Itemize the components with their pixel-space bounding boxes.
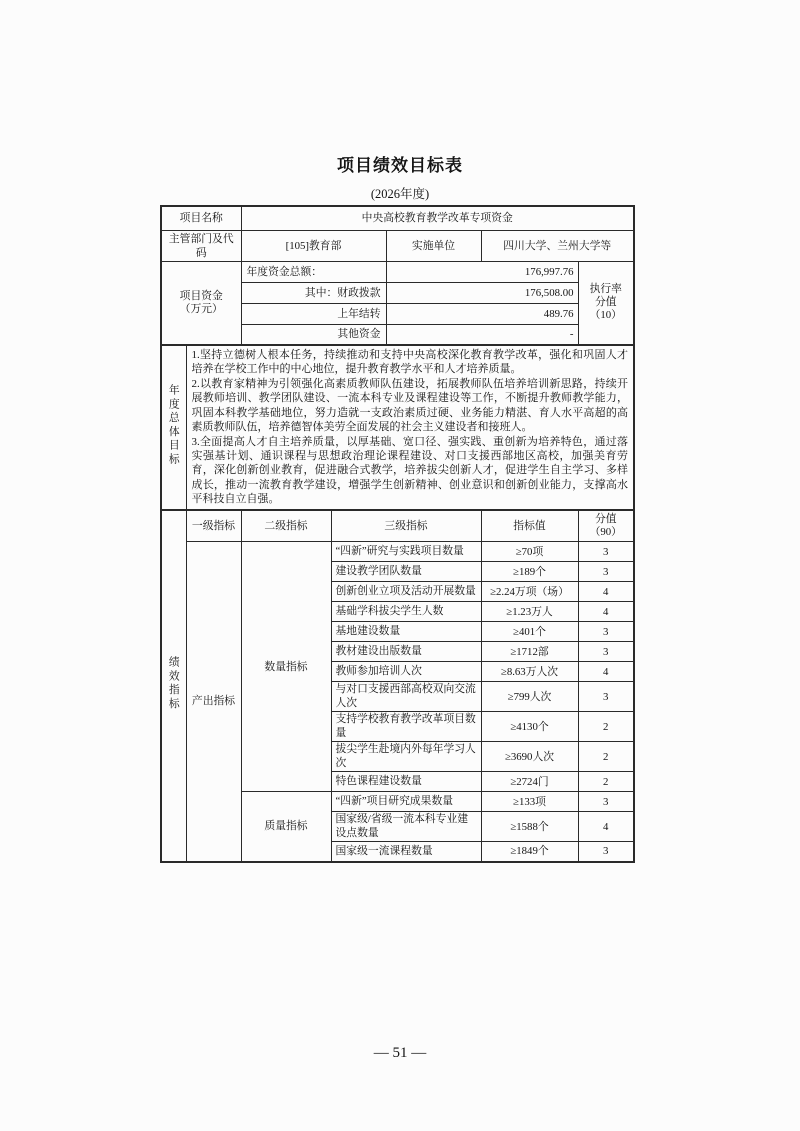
performance-target-table xyxy=(160,205,635,863)
header-level1: 一级指标 xyxy=(186,510,241,542)
indicator-target: ≥3690人次 xyxy=(481,742,578,772)
indicator-target: ≥401个 xyxy=(481,622,578,642)
table-row xyxy=(161,345,634,509)
indicator-name: “四新”研究与实践项目数量 xyxy=(331,542,481,562)
indicator-header-row xyxy=(161,510,634,542)
funds-total-label: 年度资金总额： xyxy=(241,261,386,282)
performance-indicator-label xyxy=(161,510,186,862)
annual-goal-label-text: 年度总体目标 xyxy=(167,383,180,467)
indicator-score: 3 xyxy=(578,792,634,812)
indicator-target: ≥2724门 xyxy=(481,772,578,792)
funds-label xyxy=(161,261,241,345)
indicator-target: ≥1849个 xyxy=(481,842,578,862)
indicator-score: 3 xyxy=(578,642,634,662)
page-title: 项目绩效目标表 xyxy=(337,156,463,176)
indicator-score: 3 xyxy=(578,842,634,862)
funds-carryover-label: 上年结转 xyxy=(241,303,386,324)
indicator-target: ≥1.23万人 xyxy=(481,602,578,622)
project-name-label: 项目名称 xyxy=(161,206,241,230)
indicator-name: 教师参加培训人次 xyxy=(331,662,481,682)
funds-fiscal-value: 176,508.00 xyxy=(386,282,578,303)
table-row xyxy=(161,230,634,261)
indicator-name: 国家级一流课程数量 xyxy=(331,842,481,862)
funds-total-value: 176,997.76 xyxy=(386,261,578,282)
header-score-line: （90） xyxy=(589,525,622,538)
level1-output-label: 产出指标 xyxy=(186,542,241,862)
indicator-score: 4 xyxy=(578,662,634,682)
indicator-score: 3 xyxy=(578,542,634,562)
indicator-target: ≥70项 xyxy=(481,542,578,562)
funds-other-label: 其他资金 xyxy=(241,324,386,345)
indicator-score: 4 xyxy=(578,812,634,842)
indicator-score: 2 xyxy=(578,712,634,742)
indicator-name: 教材建设出版数量 xyxy=(331,642,481,662)
header-level2: 二级指标 xyxy=(241,510,331,542)
dept-label: 主管部门及代码 xyxy=(161,230,241,261)
indicator-target: ≥1712部 xyxy=(481,642,578,662)
goal-item: 3.全面提高人才自主培养质量，以厚基础、宽口径、强实践、重创新为培养特色，通过落实强基计划、通识课程与思想政治理论课程建设、对口支援西部地区高校，加强美育劳育，深化创新创业教育，促进融合式教学，培养拔尖创新人才，促进学生自主学习、多样成长，推动一流教育教学建设，增强学生创新精神、创业意识和创新创业能力，支撑高水平科技自立自强。 xyxy=(191,435,629,506)
indicator-target: ≥133项 xyxy=(481,792,578,812)
dept-code-value: [105]教育部 xyxy=(241,230,386,261)
indicator-target: ≥189个 xyxy=(481,562,578,582)
level2-quantity-label: 数量指标 xyxy=(241,542,331,792)
funds-other-value: - xyxy=(386,324,578,345)
indicator-name: 特色课程建设数量 xyxy=(331,772,481,792)
rate-line: 分值 xyxy=(594,296,617,309)
indicator-name: 基础学科拔尖学生人数 xyxy=(331,602,481,622)
indicator-target: ≥4130个 xyxy=(481,712,578,742)
indicator-score: 2 xyxy=(578,742,634,772)
indicator-target: ≥799人次 xyxy=(481,682,578,712)
performance-indicator-label-text: 绩效指标 xyxy=(167,655,180,712)
indicator-name: 创新创业立项及活动开展数量 xyxy=(331,582,481,602)
indicator-row xyxy=(161,542,634,562)
header-score-line: 分值 xyxy=(594,512,617,525)
header-target: 指标值 xyxy=(481,510,578,542)
indicator-score: 3 xyxy=(578,682,634,712)
indicator-target: ≥2.24万项（场） xyxy=(481,582,578,602)
header-level3: 三级指标 xyxy=(331,510,481,542)
impl-unit-value: 四川大学、兰州大学等 xyxy=(481,230,634,261)
indicator-name: 支持学校教育教学改革项目数量 xyxy=(331,712,481,742)
indicator-score: 3 xyxy=(578,622,634,642)
level2-quality-label: 质量指标 xyxy=(241,792,331,862)
funds-fiscal-label: 其中：财政拨款 xyxy=(241,282,386,303)
funds-carryover-value: 489.76 xyxy=(386,303,578,324)
funds-label-line2: （万元） xyxy=(179,302,223,315)
funds-label-line1: 项目资金 xyxy=(179,289,223,302)
execution-rate-score xyxy=(578,261,634,345)
table-row xyxy=(161,206,634,230)
indicator-name: 基地建设数量 xyxy=(331,622,481,642)
rate-line: （10） xyxy=(589,309,622,322)
table-row xyxy=(161,261,634,282)
goal-item: 1.坚持立德树人根本任务，持续推动和支持中央高校深化教育教学改革，强化和巩固人才培养在学校工作中的中心地位，提升教育教学水平和人才培养质量。 xyxy=(191,349,629,376)
page-number: — 51 — xyxy=(373,1045,427,1061)
page-subtitle: (2026年度) xyxy=(370,187,430,201)
indicator-name: “四新”项目研究成果数量 xyxy=(331,792,481,812)
rate-line: 执行率 xyxy=(589,283,622,296)
indicator-target: ≥8.63万人次 xyxy=(481,662,578,682)
impl-unit-label: 实施单位 xyxy=(386,230,481,261)
header-score xyxy=(578,510,634,542)
indicator-score: 4 xyxy=(578,582,634,602)
indicator-target: ≥1588个 xyxy=(481,812,578,842)
annual-goal-label xyxy=(161,345,186,509)
project-name-value: 中央高校教育教学改革专项资金 xyxy=(241,206,634,230)
indicator-name: 建设教学团队数量 xyxy=(331,562,481,582)
indicator-score: 4 xyxy=(578,602,634,622)
indicator-name: 与对口支援西部高校双向交流人次 xyxy=(331,682,481,712)
indicator-score: 3 xyxy=(578,562,634,582)
indicator-name: 拔尖学生赴境内外每年学习人次 xyxy=(331,742,481,772)
goal-item: 2.以教育家精神为引领强化高素质教师队伍建设，拓展教师队伍培养培训新思路，持续开展教师培训、教学团队建设、一流本科专业及课程建设等工作，不断提升教师教学能力，巩固本科教学基础地位，努力造就一支政治素质过硬、业务能力精湛、育人水平高超的高素质教师队伍，培养德智体美劳全面发展的社会主义建设者和接班人。 xyxy=(191,377,629,434)
indicator-score: 2 xyxy=(578,772,634,792)
annual-goal-text xyxy=(186,345,634,509)
indicator-name: 国家级/省级一流本科专业建设点数量 xyxy=(331,812,481,842)
